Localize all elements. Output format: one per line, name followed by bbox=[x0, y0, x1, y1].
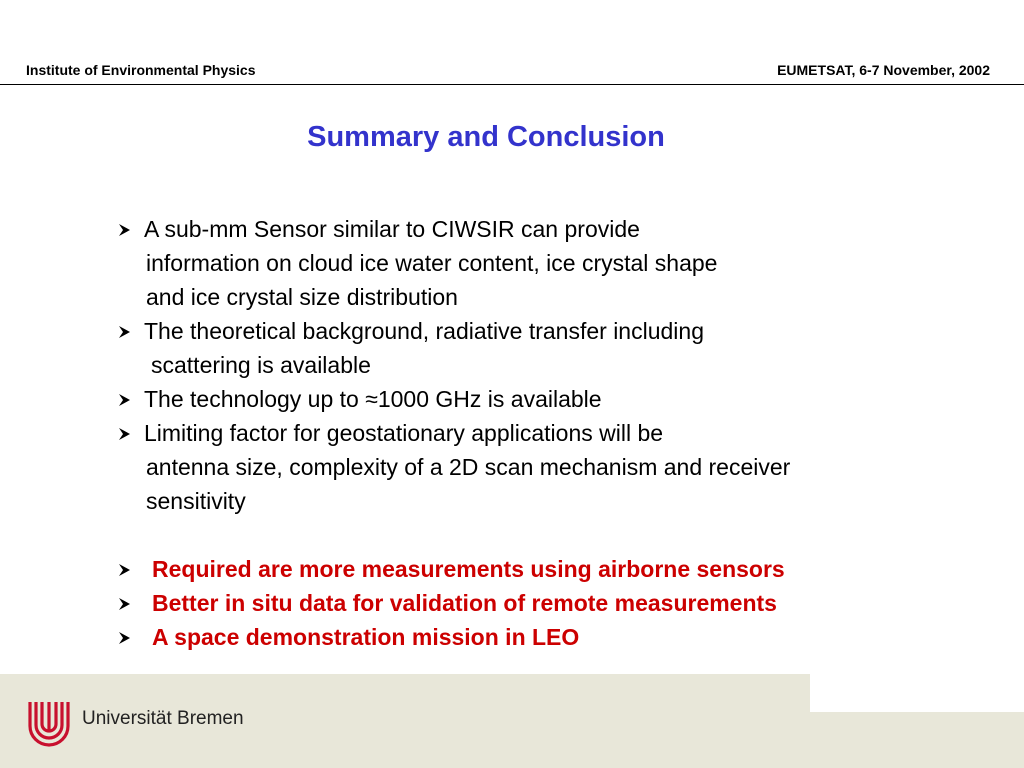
bullet-item bbox=[116, 382, 976, 416]
bullet-line: The technology up to ≈1000 GHz is available bbox=[144, 386, 602, 412]
arrow-bullet-icon bbox=[116, 586, 152, 620]
highlight-text: Better in situ data for validation of remote measurements bbox=[152, 590, 777, 616]
arrow-bullet-icon bbox=[116, 382, 144, 416]
highlight-item bbox=[116, 620, 976, 654]
bullet-item bbox=[116, 212, 976, 314]
arrow-bullet-icon bbox=[116, 314, 144, 348]
highlight-text: A space demonstration mission in LEO bbox=[152, 624, 580, 650]
bullet-line: The theoretical background, radiative transfer including bbox=[144, 318, 704, 344]
highlight-text: Required are more measurements using airborne sensors bbox=[152, 556, 785, 582]
header-divider bbox=[0, 84, 1024, 85]
arrow-bullet-icon bbox=[116, 212, 144, 246]
bullet-line: scattering is available bbox=[151, 352, 371, 378]
bullet-list bbox=[116, 212, 976, 654]
bullet-line: sensitivity bbox=[146, 488, 246, 514]
bullet-item bbox=[116, 416, 976, 518]
arrow-bullet-icon bbox=[116, 416, 144, 450]
header-event: EUMETSAT, 6-7 November, 2002 bbox=[777, 62, 990, 78]
bullet-item bbox=[116, 314, 976, 382]
university-bremen-logo-icon bbox=[26, 698, 72, 748]
highlight-item bbox=[116, 586, 976, 620]
bullet-line: A sub-mm Sensor similar to CIWSIR can provide bbox=[144, 216, 640, 242]
slide-title: Summary and Conclusion bbox=[307, 121, 665, 153]
footer-band-extension bbox=[810, 712, 1024, 768]
bullet-line: information on cloud ice water content, ice crystal shape bbox=[146, 250, 718, 276]
bullet-line: Limiting factor for geostationary applications will be bbox=[144, 420, 664, 446]
highlight-item bbox=[116, 552, 976, 586]
header-institute: Institute of Environmental Physics bbox=[26, 62, 256, 78]
university-name: Universität Bremen bbox=[82, 708, 244, 729]
bullet-line: and ice crystal size distribution bbox=[146, 284, 458, 310]
bullet-line: antenna size, complexity of a 2D scan mechanism and receiver bbox=[146, 454, 791, 480]
bullet-spacer bbox=[116, 518, 976, 552]
arrow-bullet-icon bbox=[116, 620, 152, 654]
arrow-bullet-icon bbox=[116, 552, 152, 586]
